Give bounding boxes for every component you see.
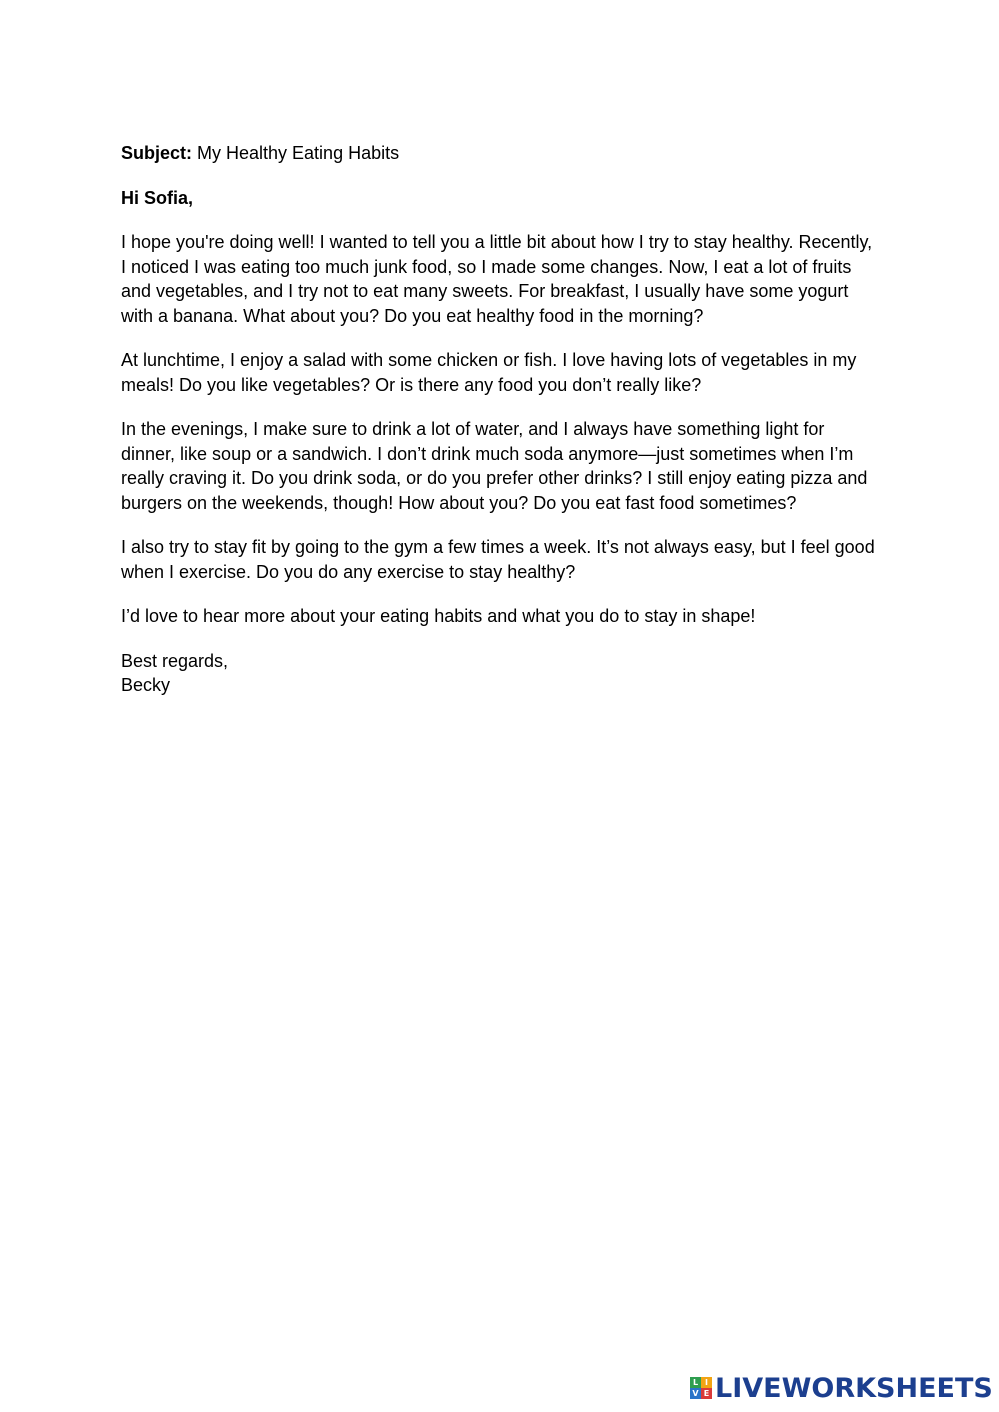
- greeting: Hi Sofia,: [121, 187, 194, 208]
- letter-body: [121, 141, 881, 698]
- paragraph-4: I also try to stay fit by going to the gym a few times a week. It’s not always easy, but I feel good when I exercise. Do you do any exercise to stay healthy?: [121, 537, 875, 582]
- logo-cell-l: L: [690, 1377, 701, 1388]
- logo-cell-i: I: [701, 1377, 712, 1388]
- liveworksheets-logo: [690, 1373, 993, 1403]
- logo-cell-v: V: [690, 1388, 701, 1399]
- liveworksheets-wordmark: LIVEWORKSHEETS: [715, 1372, 993, 1404]
- paragraph-5: I’d love to hear more about your eating habits and what you do to stay in shape!: [121, 606, 756, 626]
- signature: Becky: [121, 675, 171, 695]
- closing: Best regards,: [121, 650, 229, 671]
- logo-cell-e: E: [701, 1388, 712, 1399]
- subject-label: Subject:: [121, 143, 193, 163]
- closing-block: [121, 649, 881, 698]
- paragraph-3: In the evenings, I make sure to drink a lot of water, and I always have something light for dinner, like soup or a sandwich. I don’t drink much soda anymore—just sometimes when I’m really craving it. Do you drink soda, or do you prefer other drinks? I still enjoy eating pizza and burgers on the weekends, though! How about you? Do you eat fast food sometimes?: [121, 419, 868, 513]
- liveworksheets-logo-icon: [690, 1377, 712, 1399]
- subject-line: [121, 141, 881, 166]
- subject-text: My Healthy Eating Habits: [192, 143, 400, 163]
- paragraph-2: At lunchtime, I enjoy a salad with some chicken or fish. I love having lots of vegetables in my meals! Do you like vegetables? Or is there any food you don’t really like?: [121, 350, 857, 395]
- paragraph-1: I hope you're doing well! I wanted to tell you a little bit about how I try to stay healthy. Recently, I noticed I was eating too much junk food, so I made some changes. Now, I eat a lot of fruits and vegetables, and I try not to eat many sweets. For breakfast, I usually have some yogurt with a banana. What about you? Do you eat healthy food in the morning?: [121, 232, 873, 326]
